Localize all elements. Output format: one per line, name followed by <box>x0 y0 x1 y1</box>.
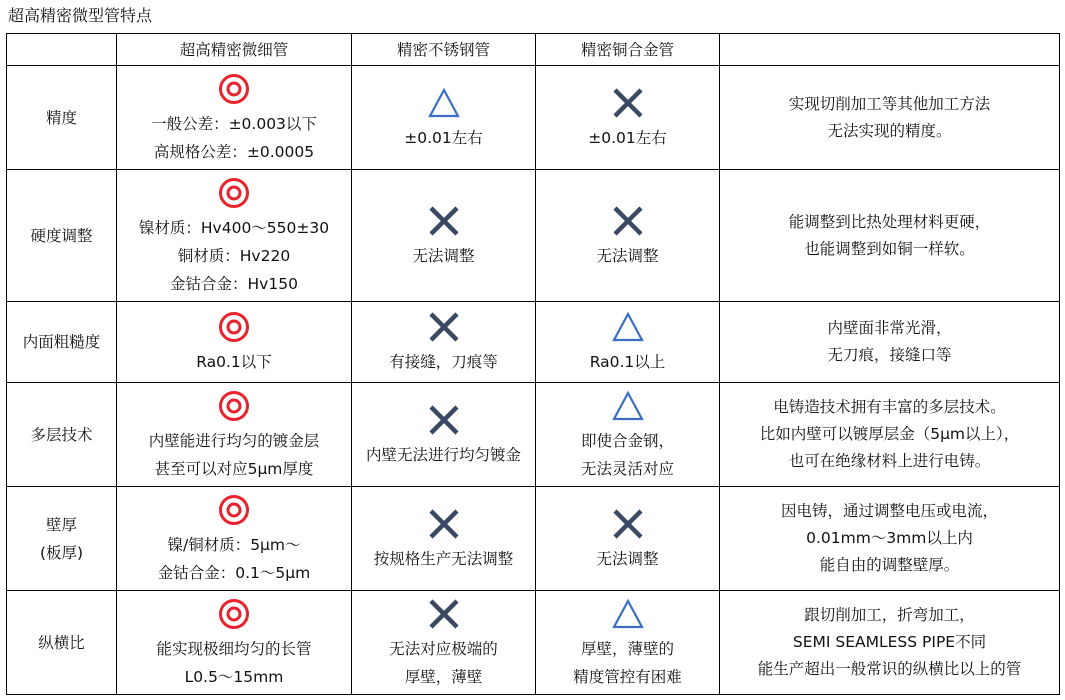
rating-cell <box>352 66 536 170</box>
cell-text: 按规格生产无法调整 <box>373 549 514 568</box>
row-label-text: 纵横比 <box>38 633 85 652</box>
cross-icon <box>427 597 461 631</box>
triangle-icon <box>427 86 461 120</box>
note-text: 跟切削加工，折弯加工， <box>804 606 975 624</box>
cell-text: 无法对应极端的 <box>389 639 498 658</box>
note-cell <box>720 170 1060 302</box>
table-row <box>7 383 1060 487</box>
cell-text: 厚壁，薄壁的 <box>580 639 674 658</box>
note-text: 无法实现的精度。 <box>827 121 952 140</box>
cell-text: ±0.01左右 <box>588 128 667 147</box>
note-text: 因电铸，通过调整电压或电流， <box>780 502 998 520</box>
note-text: 能生产超出一般常识的纵横比以上的管 <box>757 660 1022 678</box>
cross-icon <box>427 310 461 344</box>
double-circle-icon <box>217 389 251 423</box>
rating-cell <box>536 383 720 487</box>
note-cell <box>720 383 1060 487</box>
rating-cell <box>352 383 536 487</box>
row-label-text: 内面粗糙度 <box>22 333 101 351</box>
cell-text: 一般公差：±0.003以下 <box>151 114 317 133</box>
note-text: 实现切削加工等其他加工方法 <box>788 94 991 113</box>
table-row <box>7 66 1060 170</box>
row-label <box>7 302 117 383</box>
cell-text: Ra0.1以上 <box>589 353 666 371</box>
cell-text: 高规格公差：±0.0005 <box>153 142 315 161</box>
note-text: 内壁面非常光滑， <box>827 319 952 337</box>
table-row <box>7 591 1060 695</box>
cell-text: ±0.01左右 <box>404 128 483 147</box>
rating-cell <box>352 302 536 383</box>
row-label-text: 精度 <box>45 108 77 127</box>
page-title: 超高精密微型管特点 <box>8 6 153 25</box>
cell-text: L0.5～15mm <box>184 667 284 686</box>
column-header: 精密不锈钢管 <box>352 34 536 66</box>
row-label-text: 多层技术 <box>30 425 93 444</box>
note-text: 也可在绝缘材料上进行电铸。 <box>788 452 991 470</box>
table-row <box>7 302 1060 383</box>
note-text: 能调整到比热处理材料更硬， <box>788 212 991 231</box>
cell-text: 金钴合金：Hv150 <box>170 274 298 293</box>
cell-text: 内壁无法进行均匀镀金 <box>365 445 521 464</box>
row-label-text: (板厚) <box>39 543 84 562</box>
note-text: 电铸造技术拥有丰富的多层技术。 <box>773 398 1006 416</box>
row-label <box>7 66 117 170</box>
double-circle-icon <box>217 72 251 106</box>
note-text: 也能调整到如铜一样软。 <box>804 239 975 258</box>
row-label-text: 硬度调整 <box>30 226 93 245</box>
row-label <box>7 383 117 487</box>
cell-text: 内壁能进行均匀的镀金层 <box>148 431 320 450</box>
cell-text: 铜材质：Hv220 <box>177 246 291 265</box>
table-row <box>7 170 1060 302</box>
column-header: 精密铜合金管 <box>536 34 720 66</box>
rating-cell <box>117 302 352 383</box>
row-label-text: 壁厚 <box>45 515 77 534</box>
cell-text: 无法灵活对应 <box>580 459 674 478</box>
cell-text: 精度管控有困难 <box>573 667 682 686</box>
cross-icon <box>611 204 645 238</box>
cell-text: 镍材质：Hv400～550±30 <box>138 218 330 237</box>
comparison-table <box>6 33 1060 695</box>
rating-cell <box>536 591 720 695</box>
column-header <box>7 34 117 66</box>
rating-cell <box>117 487 352 591</box>
double-circle-icon <box>217 310 251 344</box>
note-text: 比如内壁可以镀厚层金（5μm以上）， <box>759 425 1020 443</box>
cell-text: 甚至可以对应5μm厚度 <box>154 459 314 478</box>
cell-text: 能实现极细均匀的长管 <box>156 639 312 658</box>
cell-text: 无法调整 <box>596 549 659 568</box>
cross-icon <box>611 507 645 541</box>
column-header <box>720 34 1060 66</box>
rating-cell <box>352 487 536 591</box>
cell-text: Ra0.1以下 <box>196 353 272 371</box>
double-circle-icon <box>217 493 251 527</box>
table-row <box>7 487 1060 591</box>
cell-text: 有接缝，刀痕等 <box>389 353 498 371</box>
cross-icon <box>427 403 461 437</box>
rating-cell <box>117 170 352 302</box>
note-cell <box>720 302 1060 383</box>
rating-cell <box>117 591 352 695</box>
cell-text: 无法调整 <box>412 246 475 265</box>
cell-text: 无法调整 <box>596 246 659 265</box>
rating-cell <box>352 170 536 302</box>
column-header: 超高精密微细管 <box>117 34 352 66</box>
note-text: SEMI SEAMLESS PIPE不同 <box>792 633 987 651</box>
triangle-icon <box>611 310 645 344</box>
rating-cell <box>536 170 720 302</box>
rating-cell <box>536 487 720 591</box>
cell-text: 镍/铜材质：5μm～ <box>167 535 301 554</box>
rating-cell <box>117 66 352 170</box>
double-circle-icon <box>217 597 251 631</box>
row-label <box>7 487 117 591</box>
note-cell <box>720 591 1060 695</box>
cell-text: 即使合金钢， <box>580 431 674 450</box>
cross-icon <box>427 204 461 238</box>
row-label <box>7 170 117 302</box>
row-label <box>7 591 117 695</box>
note-cell <box>720 66 1060 170</box>
rating-cell <box>536 302 720 383</box>
rating-cell <box>117 383 352 487</box>
note-text: 0.01mm～3mm以上内 <box>806 529 973 547</box>
cell-text: 金钴合金：0.1～5μm <box>157 563 311 582</box>
rating-cell <box>536 66 720 170</box>
note-cell <box>720 487 1060 591</box>
cell-text: 厚壁，薄壁 <box>404 667 483 686</box>
header-row <box>7 34 1060 66</box>
cross-icon <box>427 507 461 541</box>
rating-cell <box>352 591 536 695</box>
triangle-icon <box>611 389 645 423</box>
note-text: 无刀痕，接缝口等 <box>827 346 952 364</box>
cross-icon <box>611 86 645 120</box>
triangle-icon <box>611 597 645 631</box>
double-circle-icon <box>217 176 251 210</box>
note-text: 能自由的调整壁厚。 <box>819 556 960 574</box>
